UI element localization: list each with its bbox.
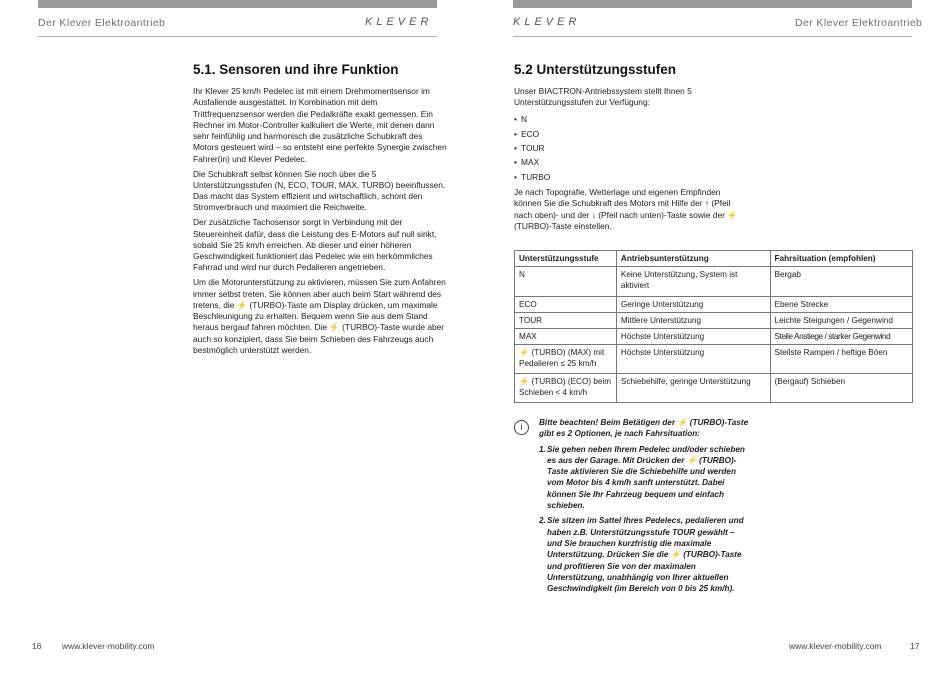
list-item bbox=[539, 515, 751, 594]
sensors-body bbox=[193, 86, 449, 360]
table-row bbox=[515, 313, 913, 329]
list-item: • TURBO bbox=[514, 170, 744, 184]
table-cell: Bergab bbox=[770, 267, 912, 297]
list-number: 2. bbox=[539, 516, 546, 526]
levels-list bbox=[514, 112, 744, 184]
list-item: • MAX bbox=[514, 155, 744, 169]
paragraph: Ihr Klever 25 km/h Pedelec ist mit einem Drehmomentsensor im Ausfallende ausgestattet. In Kombination mit dem Trittfrequenzsensor werden die Pedalkräfte exakt gemessen. Ein Rechner im Motor-Controller kalkuliert die Werte, mit denen dann sehr feinfühlig und harmonisch die zusätzliche Schubkraft des Motors gesteuert wird – so entsteht eine perfekte Synergie zwischen Fahrer(in) und Klever Pedelec. bbox=[193, 86, 447, 164]
list-item: • ECO bbox=[514, 127, 744, 141]
info-icon: i bbox=[514, 420, 529, 435]
right-top-bar bbox=[513, 0, 912, 8]
table-cell: Geringe Unterstützung bbox=[616, 297, 770, 313]
support-levels-table bbox=[514, 250, 913, 403]
left-header-rule bbox=[38, 36, 437, 37]
levels-body bbox=[514, 86, 744, 236]
turbo-note bbox=[539, 417, 751, 598]
left-page-number: 16 bbox=[32, 641, 42, 651]
table-cell: (Bergauf) Schieben bbox=[770, 374, 912, 403]
table-cell: N bbox=[515, 267, 617, 297]
section-heading-levels: 5.2 Unterstützungsstufen bbox=[514, 62, 677, 77]
left-running-header: Der Klever Elektroantrieb bbox=[38, 17, 166, 29]
table-cell: TOUR bbox=[515, 313, 617, 329]
list-item: • N bbox=[514, 112, 744, 126]
table-cell: ECO bbox=[515, 297, 617, 313]
list-number: 1. bbox=[539, 444, 546, 454]
paragraph: Der zusätzliche Tachosensor sorgt in Verbindung mit der Steuereinheit dafür, dass die Leistung des E-Motors auf null sinkt, sobald Sie 25 km/h erreichen. Ab dieser und einer höheren Geschwindigkeit funktioniert das Pedelec wie ein herkömmliches Fahrrad und wird nur durch Pedalieren angetrieben. bbox=[193, 217, 437, 273]
table-row bbox=[515, 374, 913, 403]
section-heading-sensors: 5.1. Sensoren und ihre Funktion bbox=[193, 62, 399, 77]
table-cell: MAX bbox=[515, 329, 617, 345]
table-cell: Höchste Unterstützung bbox=[616, 329, 770, 345]
table-cell: Steilste Rampen / heftige Böen bbox=[770, 345, 912, 374]
table-cell: Schiebehilfe, geringe Unterstützung bbox=[616, 374, 770, 403]
list-text: Sie gehen neben Ihrem Pedelec und/oder schieben es aus der Garage. Mit Drücken der ⚡ (TURBO)-Taste aktivieren Sie die Schiebehilfe und werden vom Motor bis 4 km/h sanft unterstützt. Dabei können Sie Ihr Fahrzeug bequem und einfach schieben. bbox=[547, 444, 745, 511]
table-cell: Mittlere Unterstützung bbox=[616, 313, 770, 329]
paragraph: Die Schubkraft selbst können Sie noch über die 5 Unterstützungsstufen (N, ECO, TOUR, MAX, TURBO) beeinflussen. Das macht das System effizient und wirtschaftlich, schont den Stromverbrauch und maximiert die Reichweite. bbox=[193, 168, 446, 213]
right-footer-url[interactable]: www.klever-mobility.com bbox=[789, 641, 882, 651]
table-row bbox=[515, 329, 913, 345]
right-logo: KLEVER bbox=[513, 16, 581, 28]
table-header-row bbox=[515, 251, 913, 267]
left-logo: KLEVER bbox=[365, 16, 433, 28]
table-cell: Ebene Strecke bbox=[770, 297, 912, 313]
table-header: Antriebsunterstützung bbox=[616, 251, 770, 267]
table-header: Unterstützungsstufe bbox=[515, 251, 617, 267]
table-row bbox=[515, 345, 913, 374]
note-list bbox=[539, 444, 751, 595]
left-top-bar bbox=[38, 0, 437, 8]
table-cell: Keine Unterstützung, System ist aktiviert bbox=[616, 267, 770, 297]
left-footer-url[interactable]: www.klever-mobility.com bbox=[62, 641, 155, 651]
table-cell: Höchste Unterstützung bbox=[616, 345, 770, 374]
table-cell: ⚡ (TURBO) (MAX) mit Pedalieren ≤ 25 km/h bbox=[515, 345, 617, 374]
list-text: Sie sitzen im Sattel Ihres Pedelecs, pedalieren und haben z.B. Unterstützungsstufe TOUR gewählt – und Sie brauchen kurzfristig die maximale Unterstützung. Drücken Sie die ⚡ (TURBO)-Taste und profitieren Sie von der maximalen Unterstützung, unabhängig von Ihrer aktuellen Geschwindigkeit (im Bereich von 0 bis 25 km/h). bbox=[547, 516, 744, 594]
table-cell: Leichte Steigungen / Gegenwind bbox=[770, 313, 912, 329]
levels-adjust-text: Je nach Topografie, Wetterlage und eigenen Empfinden können Sie die Schubkraft des Motors mit Hilfe der ↑ (Pfeil nach oben)- und der ↓ (Pfeil nach unten)-Taste sowie der ⚡ (TURBO)-Taste einstellen. bbox=[514, 187, 738, 232]
note-intro: Bitte beachten! Beim Betätigen der ⚡ (TURBO)-Taste gibt es 2 Optionen, je nach Fahrsituation: bbox=[539, 418, 749, 439]
levels-intro: Unser BIACTRON-Antriebssystem stellt Ihnen 5 Unterstützungsstufen zur Verfügung: bbox=[514, 86, 692, 108]
table-row bbox=[515, 267, 913, 297]
list-item: • TOUR bbox=[514, 141, 744, 155]
paragraph: Um die Motorunterstützung zu aktivieren, müssen Sie zum Anfahren immer selbst treten. Sie können aber auch beim Start während des tretens, die ⚡ (TURBO)-Taste am Display drücken, um maximale Beschleunigung zu erhalten. Bequem wenn Sie aus dem Stand heraus bergauf fahren möchten. Die ⚡ (TURBO)-Taste wurde aber auch so konzipiert, dass Sie beim Schieben des Fahrzeugs auch bestmöglich unterstützt werden. bbox=[193, 277, 446, 356]
table-cell: Steile Anstiege / starker Gegenwind bbox=[770, 329, 912, 345]
right-running-header: Der Klever Elektroantrieb bbox=[795, 17, 923, 29]
right-page-number: 17 bbox=[910, 641, 920, 651]
list-item bbox=[539, 444, 751, 512]
table-cell: ⚡ (TURBO) (ECO) beim Schieben < 4 km/h bbox=[515, 374, 617, 403]
table-header: Fahrsituation (empfohlen) bbox=[770, 251, 912, 267]
right-header-rule bbox=[513, 36, 912, 37]
table-row bbox=[515, 297, 913, 313]
